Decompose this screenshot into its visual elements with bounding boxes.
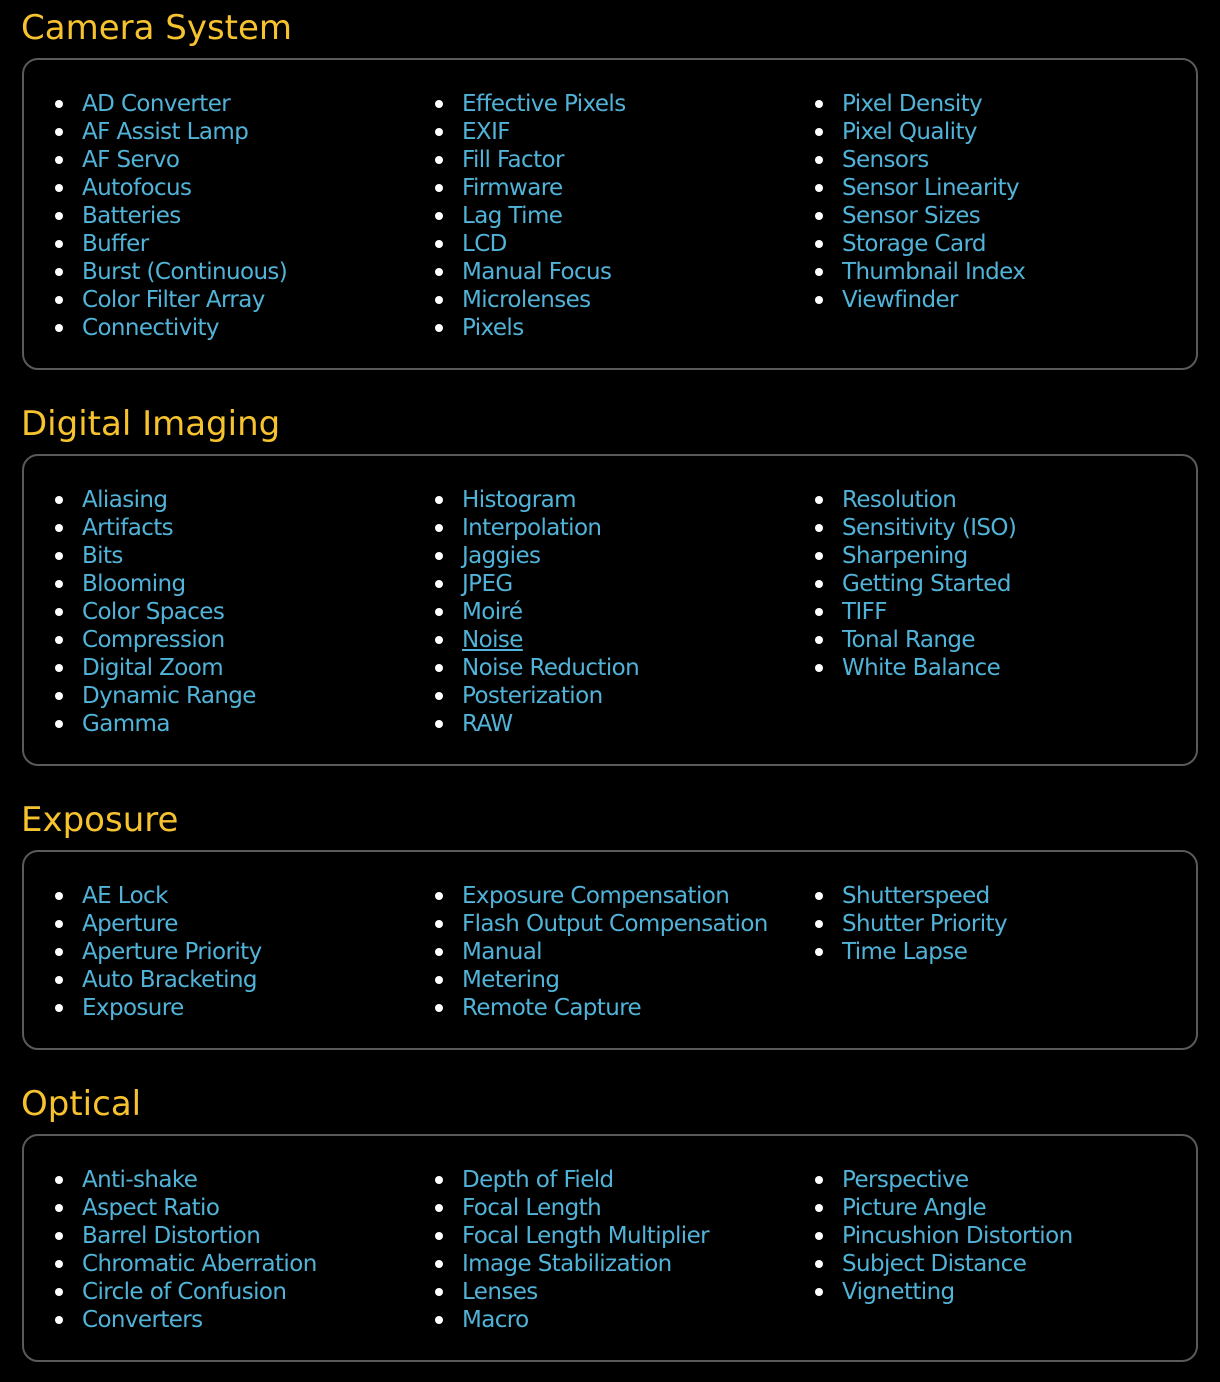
glossary-link-thumbnail-index[interactable]: Thumbnail Index — [842, 259, 1026, 285]
bullet-icon — [435, 920, 443, 928]
bullet-icon — [435, 892, 443, 900]
bullet-icon — [815, 664, 823, 672]
list-item — [432, 542, 639, 570]
bullet-icon — [55, 664, 63, 672]
list-item — [812, 1278, 1073, 1306]
bullet-icon — [55, 920, 63, 928]
list-item — [432, 938, 768, 966]
bullet-icon — [435, 184, 443, 192]
bullet-icon — [815, 496, 823, 504]
link-column-3 — [812, 90, 1025, 314]
list-item — [432, 90, 626, 118]
link-column-1 — [52, 882, 262, 1022]
section-title: Optical — [21, 1084, 142, 1124]
section-title: Exposure — [21, 800, 179, 840]
glossary-link-picture-angle[interactable]: Picture Angle — [842, 1195, 987, 1221]
glossary-link-depth-of-field[interactable]: Depth of Field — [462, 1167, 614, 1193]
list-item — [52, 598, 256, 626]
list-item — [52, 570, 256, 598]
bullet-icon — [55, 636, 63, 644]
list-item — [812, 1250, 1073, 1278]
list-item — [432, 514, 639, 542]
glossary-link-remote-capture[interactable]: Remote Capture — [462, 995, 642, 1021]
list-item — [52, 146, 287, 174]
list-item — [432, 314, 626, 342]
glossary-link-raw[interactable]: RAW — [462, 711, 513, 737]
glossary-link-resolution[interactable]: Resolution — [842, 487, 957, 513]
list-item — [52, 938, 262, 966]
glossary-link-chromatic-aberration[interactable]: Chromatic Aberration — [82, 1251, 317, 1277]
bullet-icon — [55, 1004, 63, 1012]
bullet-icon — [435, 720, 443, 728]
list-item — [812, 118, 1025, 146]
bullet-icon — [435, 664, 443, 672]
list-item — [812, 230, 1025, 258]
list-item — [812, 1194, 1073, 1222]
list-item — [52, 882, 262, 910]
bullet-icon — [435, 1176, 443, 1184]
glossary-link-perspective[interactable]: Perspective — [842, 1167, 969, 1193]
list-item — [52, 654, 256, 682]
list-item — [812, 938, 1007, 966]
list-item — [432, 1166, 709, 1194]
glossary-link-bits[interactable]: Bits — [82, 543, 123, 569]
glossary-link-dynamic-range[interactable]: Dynamic Range — [82, 683, 256, 709]
glossary-link-burst-continuous[interactable]: Burst (Continuous) — [82, 259, 288, 285]
bullet-icon — [55, 1260, 63, 1268]
glossary-link-metering[interactable]: Metering — [462, 967, 560, 993]
list-item — [812, 514, 1016, 542]
bullet-icon — [815, 100, 823, 108]
list-item — [432, 258, 626, 286]
bullet-icon — [815, 892, 823, 900]
glossary-link-sensor-linearity[interactable]: Sensor Linearity — [842, 175, 1020, 201]
list-item — [432, 626, 639, 654]
list-item — [432, 202, 626, 230]
bullet-icon — [435, 1004, 443, 1012]
bullet-icon — [55, 1288, 63, 1296]
list-item — [812, 174, 1025, 202]
list-item — [812, 286, 1025, 314]
bullet-icon — [435, 524, 443, 532]
glossary-link-ad-converter[interactable]: AD Converter — [82, 91, 231, 117]
bullet-icon — [435, 212, 443, 220]
link-column-1 — [52, 486, 256, 738]
list-item — [52, 174, 287, 202]
list-item — [52, 1250, 317, 1278]
list-item — [812, 1222, 1073, 1250]
bullet-icon — [435, 692, 443, 700]
glossary-link-posterization[interactable]: Posterization — [462, 683, 603, 709]
link-column-1 — [52, 90, 287, 342]
bullet-icon — [55, 212, 63, 220]
list-item — [432, 654, 639, 682]
glossary-link-connectivity[interactable]: Connectivity — [82, 315, 219, 341]
glossary-link-fill-factor[interactable]: Fill Factor — [462, 147, 564, 173]
glossary-link-microlenses[interactable]: Microlenses — [462, 287, 591, 313]
list-item — [432, 486, 639, 514]
glossary-link-sharpening[interactable]: Sharpening — [842, 543, 968, 569]
glossary-link-pixel-density[interactable]: Pixel Density — [842, 91, 983, 117]
list-item — [432, 230, 626, 258]
glossary-link-lenses[interactable]: Lenses — [462, 1279, 538, 1305]
bullet-icon — [55, 240, 63, 248]
glossary-link-firmware[interactable]: Firmware — [462, 175, 563, 201]
glossary-link-buffer[interactable]: Buffer — [82, 231, 149, 257]
glossary-link-pixels[interactable]: Pixels — [462, 315, 524, 341]
glossary-link-pixel-quality[interactable]: Pixel Quality — [842, 119, 977, 145]
list-item — [52, 118, 287, 146]
list-item — [52, 1166, 317, 1194]
bullet-icon — [815, 296, 823, 304]
bullet-icon — [815, 948, 823, 956]
list-item — [52, 286, 287, 314]
list-item — [812, 882, 1007, 910]
list-item — [52, 230, 287, 258]
bullet-icon — [55, 268, 63, 276]
glossary-link-jaggies[interactable]: Jaggies — [462, 543, 541, 569]
link-column-3 — [812, 882, 1007, 966]
list-item — [52, 626, 256, 654]
glossary-link-color-filter-array[interactable]: Color Filter Array — [82, 287, 265, 313]
section-box — [22, 1134, 1198, 1362]
bullet-icon — [55, 892, 63, 900]
bullet-icon — [435, 976, 443, 984]
bullet-icon — [55, 552, 63, 560]
list-item — [52, 1222, 317, 1250]
list-item — [812, 486, 1016, 514]
bullet-icon — [815, 636, 823, 644]
list-item — [432, 286, 626, 314]
glossary-link-lcd[interactable]: LCD — [462, 231, 507, 257]
glossary-link-sensors[interactable]: Sensors — [842, 147, 929, 173]
bullet-icon — [55, 608, 63, 616]
list-item — [52, 682, 256, 710]
list-item — [432, 146, 626, 174]
list-item — [52, 542, 256, 570]
link-column-2 — [432, 90, 626, 342]
bullet-icon — [55, 692, 63, 700]
bullet-icon — [815, 1204, 823, 1212]
list-item — [52, 314, 287, 342]
list-item — [812, 542, 1016, 570]
bullet-icon — [815, 920, 823, 928]
glossary-link-getting-started[interactable]: Getting Started — [842, 571, 1011, 597]
bullet-icon — [435, 296, 443, 304]
glossary-link-ae-lock[interactable]: AE Lock — [82, 883, 168, 909]
list-item — [812, 90, 1025, 118]
list-item — [432, 598, 639, 626]
bullet-icon — [435, 552, 443, 560]
bullet-icon — [815, 156, 823, 164]
bullet-icon — [55, 184, 63, 192]
bullet-icon — [435, 128, 443, 136]
bullet-icon — [815, 268, 823, 276]
glossary-link-digital-zoom[interactable]: Digital Zoom — [82, 655, 224, 681]
glossary-link-gamma[interactable]: Gamma — [82, 711, 170, 737]
glossary-link-moire[interactable]: Moiré — [462, 599, 523, 625]
glossary-link-subject-distance[interactable]: Subject Distance — [842, 1251, 1027, 1277]
glossary-link-aperture-priority[interactable]: Aperture Priority — [82, 939, 262, 965]
bullet-icon — [815, 1260, 823, 1268]
bullet-icon — [55, 1316, 63, 1324]
glossary-link-aspect-ratio[interactable]: Aspect Ratio — [82, 1195, 220, 1221]
glossary-link-manual-focus[interactable]: Manual Focus — [462, 259, 612, 285]
link-column-2 — [432, 882, 768, 1022]
list-item — [432, 966, 768, 994]
list-item — [52, 1306, 317, 1334]
glossary-link-sensitivity-iso[interactable]: Sensitivity (ISO) — [842, 515, 1017, 541]
glossary-link-color-spaces[interactable]: Color Spaces — [82, 599, 225, 625]
bullet-icon — [435, 240, 443, 248]
list-item — [812, 258, 1025, 286]
glossary-link-effective-pixels[interactable]: Effective Pixels — [462, 91, 626, 117]
list-item — [52, 910, 262, 938]
bullet-icon — [435, 156, 443, 164]
bullet-icon — [435, 948, 443, 956]
glossary-link-batteries[interactable]: Batteries — [82, 203, 181, 229]
glossary-link-noise[interactable]: Noise — [462, 627, 523, 653]
bullet-icon — [55, 1232, 63, 1240]
glossary-link-histogram[interactable]: Histogram — [462, 487, 576, 513]
glossary-link-shutterspeed[interactable]: Shutterspeed — [842, 883, 990, 909]
list-item — [432, 1222, 709, 1250]
list-item — [432, 710, 639, 738]
list-item — [812, 202, 1025, 230]
glossary-link-anti-shake[interactable]: Anti-shake — [82, 1167, 198, 1193]
link-column-3 — [812, 1166, 1073, 1306]
bullet-icon — [55, 1176, 63, 1184]
glossary-link-converters[interactable]: Converters — [82, 1307, 203, 1333]
list-item — [432, 882, 768, 910]
bullet-icon — [435, 580, 443, 588]
glossary-link-time-lapse[interactable]: Time Lapse — [842, 939, 968, 965]
list-item — [52, 1194, 317, 1222]
glossary-link-circle-of-confusion[interactable]: Circle of Confusion — [82, 1279, 287, 1305]
bullet-icon — [435, 636, 443, 644]
bullet-icon — [815, 240, 823, 248]
list-item — [432, 1306, 709, 1334]
link-column-2 — [432, 486, 639, 738]
list-item — [432, 1194, 709, 1222]
glossary-link-flash-output-compensation[interactable]: Flash Output Compensation — [462, 911, 768, 937]
glossary-link-vignetting[interactable]: Vignetting — [842, 1279, 955, 1305]
section-box — [22, 58, 1198, 370]
bullet-icon — [55, 496, 63, 504]
bullet-icon — [815, 524, 823, 532]
bullet-icon — [435, 1288, 443, 1296]
list-item — [52, 710, 256, 738]
list-item — [812, 570, 1016, 598]
bullet-icon — [55, 948, 63, 956]
glossary-link-exif[interactable]: EXIF — [462, 119, 510, 145]
list-item — [432, 910, 768, 938]
glossary-link-af-servo[interactable]: AF Servo — [82, 147, 180, 173]
bullet-icon — [815, 1288, 823, 1296]
bullet-icon — [435, 496, 443, 504]
bullet-icon — [55, 524, 63, 532]
list-item — [812, 910, 1007, 938]
list-item — [812, 1166, 1073, 1194]
glossary-link-lag-time[interactable]: Lag Time — [462, 203, 563, 229]
glossary-link-viewfinder[interactable]: Viewfinder — [842, 287, 958, 313]
glossary-link-tonal-range[interactable]: Tonal Range — [842, 627, 975, 653]
bullet-icon — [55, 128, 63, 136]
glossary-link-noise-reduction[interactable]: Noise Reduction — [462, 655, 640, 681]
bullet-icon — [815, 1176, 823, 1184]
glossary-link-compression[interactable]: Compression — [82, 627, 225, 653]
glossary-link-blooming[interactable]: Blooming — [82, 571, 186, 597]
bullet-icon — [435, 1260, 443, 1268]
section-box — [22, 850, 1198, 1050]
bullet-icon — [55, 976, 63, 984]
bullet-icon — [55, 296, 63, 304]
list-item — [52, 202, 287, 230]
glossary-link-auto-bracketing[interactable]: Auto Bracketing — [82, 967, 257, 993]
list-item — [52, 966, 262, 994]
list-item — [812, 626, 1016, 654]
glossary-link-autofocus[interactable]: Autofocus — [82, 175, 192, 201]
list-item — [432, 682, 639, 710]
glossary-link-macro[interactable]: Macro — [462, 1307, 529, 1333]
bullet-icon — [815, 212, 823, 220]
bullet-icon — [815, 128, 823, 136]
glossary-link-sensor-sizes[interactable]: Sensor Sizes — [842, 203, 981, 229]
glossary-link-focal-length-multiplier[interactable]: Focal Length Multiplier — [462, 1223, 709, 1249]
glossary-link-jpeg[interactable]: JPEG — [462, 571, 513, 597]
list-item — [52, 994, 262, 1022]
list-item — [432, 174, 626, 202]
bullet-icon — [55, 156, 63, 164]
list-item — [52, 514, 256, 542]
section-title: Camera System — [21, 8, 293, 48]
link-column-3 — [812, 486, 1016, 682]
glossary-link-storage-card[interactable]: Storage Card — [842, 231, 986, 257]
bullet-icon — [55, 580, 63, 588]
glossary-link-af-assist-lamp[interactable]: AF Assist Lamp — [82, 119, 249, 145]
glossary-link-pincushion-distortion[interactable]: Pincushion Distortion — [842, 1223, 1073, 1249]
bullet-icon — [435, 1232, 443, 1240]
list-item — [812, 654, 1016, 682]
list-item — [432, 994, 768, 1022]
list-item — [52, 1278, 317, 1306]
list-item — [52, 90, 287, 118]
glossary-link-focal-length[interactable]: Focal Length — [462, 1195, 602, 1221]
bullet-icon — [435, 324, 443, 332]
bullet-icon — [435, 268, 443, 276]
link-column-2 — [432, 1166, 709, 1334]
list-item — [52, 258, 287, 286]
bullet-icon — [815, 608, 823, 616]
link-column-1 — [52, 1166, 317, 1334]
bullet-icon — [55, 324, 63, 332]
list-item — [432, 1250, 709, 1278]
bullet-icon — [435, 1316, 443, 1324]
list-item — [812, 146, 1025, 174]
glossary-link-aliasing[interactable]: Aliasing — [82, 487, 168, 513]
bullet-icon — [815, 552, 823, 560]
bullet-icon — [435, 1204, 443, 1212]
glossary-link-exposure[interactable]: Exposure — [82, 995, 184, 1021]
section-box — [22, 454, 1198, 766]
glossary-link-image-stabilization[interactable]: Image Stabilization — [462, 1251, 672, 1277]
list-item — [52, 486, 256, 514]
bullet-icon — [55, 720, 63, 728]
bullet-icon — [815, 580, 823, 588]
list-item — [432, 118, 626, 146]
section-title: Digital Imaging — [21, 404, 281, 444]
glossary-link-artifacts[interactable]: Artifacts — [82, 515, 174, 541]
bullet-icon — [435, 100, 443, 108]
bullet-icon — [815, 1232, 823, 1240]
list-item — [812, 598, 1016, 626]
glossary-link-shutter-priority[interactable]: Shutter Priority — [842, 911, 1007, 937]
glossary-link-aperture[interactable]: Aperture — [82, 911, 178, 937]
glossary-link-manual[interactable]: Manual — [462, 939, 542, 965]
bullet-icon — [435, 608, 443, 616]
bullet-icon — [55, 100, 63, 108]
bullet-icon — [815, 184, 823, 192]
bullet-icon — [55, 1204, 63, 1212]
glossary-link-white-balance[interactable]: White Balance — [842, 655, 1001, 681]
glossary-link-barrel-distortion[interactable]: Barrel Distortion — [82, 1223, 261, 1249]
list-item — [432, 570, 639, 598]
list-item — [432, 1278, 709, 1306]
glossary-link-tiff[interactable]: TIFF — [842, 599, 887, 625]
glossary-link-exposure-compensation[interactable]: Exposure Compensation — [462, 883, 730, 909]
glossary-link-interpolation[interactable]: Interpolation — [462, 515, 602, 541]
